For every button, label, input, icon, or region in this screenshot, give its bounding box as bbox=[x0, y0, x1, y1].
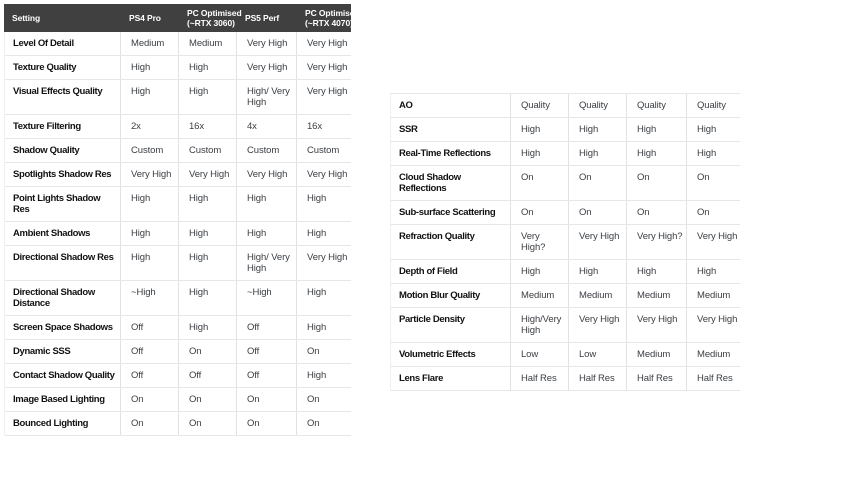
column-header-line1: Setting bbox=[12, 12, 41, 23]
setting-label: Refraction Quality bbox=[399, 231, 475, 242]
setting-value: On bbox=[296, 412, 352, 435]
setting-label: Shadow Quality bbox=[13, 145, 80, 156]
setting-value: Medium bbox=[568, 284, 626, 307]
setting-value: On bbox=[236, 412, 296, 435]
setting-value: On bbox=[510, 201, 568, 224]
setting-value: Custom bbox=[236, 139, 296, 162]
setting-value: On bbox=[686, 201, 741, 224]
setting-label: Texture Quality bbox=[13, 62, 77, 73]
setting-value: On bbox=[626, 201, 686, 224]
setting-value: Very High bbox=[296, 80, 352, 114]
setting-label: Particle Density bbox=[399, 314, 465, 325]
setting-value: Medium bbox=[510, 284, 568, 307]
setting-value: On bbox=[178, 388, 236, 411]
setting-value: High bbox=[686, 260, 741, 283]
setting-label: Ambient Shadows bbox=[13, 228, 91, 239]
setting-value: Very High bbox=[178, 163, 236, 186]
setting-value: 2x bbox=[120, 115, 178, 138]
setting-label: Directional Shadow Res bbox=[13, 252, 114, 263]
table-header bbox=[4, 4, 360, 32]
setting-label: AO bbox=[399, 100, 413, 111]
setting-value: On bbox=[296, 388, 352, 411]
setting-value: High bbox=[178, 56, 236, 79]
setting-value: On bbox=[686, 166, 741, 200]
setting-value: High bbox=[568, 142, 626, 165]
setting-value: High bbox=[120, 222, 178, 245]
table-row bbox=[391, 225, 740, 260]
setting-label: Cloud Shadow Reflections bbox=[399, 172, 461, 194]
setting-label: Bounced Lighting bbox=[13, 418, 89, 429]
setting-label: Screen Space Shadows bbox=[13, 322, 113, 333]
setting-label: Image Based Lighting bbox=[13, 394, 105, 405]
table-row bbox=[5, 80, 351, 115]
setting-value: High bbox=[626, 118, 686, 141]
setting-value: Medium bbox=[626, 284, 686, 307]
setting-value: Medium bbox=[626, 343, 686, 366]
setting-value: On bbox=[510, 166, 568, 200]
setting-value: High bbox=[568, 118, 626, 141]
setting-value: High/Very High bbox=[510, 308, 568, 342]
column-header-ps4-pro bbox=[119, 4, 177, 32]
setting-value: Very High bbox=[296, 32, 352, 55]
setting-value: Very High bbox=[686, 308, 741, 342]
setting-value: High bbox=[510, 118, 568, 141]
setting-value: Off bbox=[120, 340, 178, 363]
setting-value: Very High bbox=[568, 308, 626, 342]
graphics-settings-table-continued bbox=[390, 93, 740, 391]
table-row bbox=[391, 201, 740, 225]
setting-value: Quality bbox=[510, 94, 568, 117]
setting-value: High bbox=[120, 246, 178, 280]
setting-value: High bbox=[296, 222, 352, 245]
setting-value: Quality bbox=[686, 94, 741, 117]
setting-value: High/ Very High bbox=[236, 246, 296, 280]
setting-value: Medium bbox=[686, 343, 741, 366]
setting-value: High bbox=[236, 187, 296, 221]
setting-value: High bbox=[178, 187, 236, 221]
setting-value: On bbox=[568, 201, 626, 224]
setting-value: High/ Very High bbox=[236, 80, 296, 114]
table-row bbox=[5, 32, 351, 56]
column-header-line1: PS5 Perf bbox=[245, 12, 280, 23]
setting-value: Custom bbox=[178, 139, 236, 162]
column-header-line2: (~RTX 4070) bbox=[305, 18, 353, 28]
table-row bbox=[391, 367, 740, 391]
setting-value: Medium bbox=[686, 284, 741, 307]
table-row bbox=[5, 340, 351, 364]
setting-value: Off bbox=[236, 316, 296, 339]
setting-value: High bbox=[178, 316, 236, 339]
setting-value: ~High bbox=[236, 281, 296, 315]
setting-value: High bbox=[510, 142, 568, 165]
table-row bbox=[5, 281, 351, 316]
setting-value: Half Res bbox=[568, 367, 626, 390]
setting-value: High bbox=[686, 142, 741, 165]
setting-value: Very High bbox=[296, 246, 352, 280]
table-body bbox=[390, 93, 740, 391]
setting-value: On bbox=[236, 388, 296, 411]
setting-value: Medium bbox=[178, 32, 236, 55]
setting-value: Off bbox=[236, 364, 296, 387]
column-header-setting bbox=[4, 4, 119, 32]
setting-value: High bbox=[236, 222, 296, 245]
table-row bbox=[391, 118, 740, 142]
setting-value: Very High bbox=[236, 32, 296, 55]
setting-value: Very High? bbox=[510, 225, 568, 259]
setting-label: Depth of Field bbox=[399, 266, 458, 277]
setting-value: On bbox=[120, 388, 178, 411]
table-row bbox=[391, 142, 740, 166]
setting-value: High bbox=[296, 364, 352, 387]
setting-value: Very High bbox=[686, 225, 741, 259]
table-row bbox=[391, 308, 740, 343]
setting-value: High bbox=[296, 316, 352, 339]
table-row bbox=[5, 222, 351, 246]
setting-value: High bbox=[178, 80, 236, 114]
table-row bbox=[5, 412, 351, 436]
setting-value: Low bbox=[568, 343, 626, 366]
table-row bbox=[5, 246, 351, 281]
setting-value: On bbox=[568, 166, 626, 200]
column-header-pc-rtx4070 bbox=[295, 4, 360, 32]
setting-value: High bbox=[120, 187, 178, 221]
setting-label: Point Lights Shadow Res bbox=[13, 193, 101, 215]
setting-label: SSR bbox=[399, 124, 418, 135]
setting-value: Custom bbox=[296, 139, 352, 162]
table-row bbox=[5, 364, 351, 388]
table-row bbox=[5, 139, 351, 163]
setting-label: Real-Time Reflections bbox=[399, 148, 491, 159]
setting-label: Motion Blur Quality bbox=[399, 290, 480, 301]
setting-value: On bbox=[120, 412, 178, 435]
setting-label: Sub-surface Scattering bbox=[399, 207, 496, 218]
setting-label: Visual Effects Quality bbox=[13, 86, 103, 97]
setting-value: ~High bbox=[120, 281, 178, 315]
setting-value: Off bbox=[178, 364, 236, 387]
setting-value: Quality bbox=[626, 94, 686, 117]
table-row bbox=[391, 343, 740, 367]
setting-value: Half Res bbox=[510, 367, 568, 390]
column-header-line1: PC Optimised bbox=[187, 7, 242, 18]
table-row bbox=[5, 187, 351, 222]
setting-value: On bbox=[296, 340, 352, 363]
setting-value: Medium bbox=[120, 32, 178, 55]
setting-value: High bbox=[120, 56, 178, 79]
setting-label: Level Of Detail bbox=[13, 38, 74, 49]
setting-value: High bbox=[178, 222, 236, 245]
table-body bbox=[4, 32, 351, 436]
column-header-pc-rtx3060 bbox=[177, 4, 242, 32]
table-row bbox=[391, 284, 740, 308]
setting-label: Directional Shadow Distance bbox=[13, 287, 95, 309]
setting-value: High bbox=[178, 246, 236, 280]
setting-value: 16x bbox=[296, 115, 352, 138]
setting-value: Very High bbox=[236, 56, 296, 79]
setting-value: 16x bbox=[178, 115, 236, 138]
setting-value: High bbox=[686, 118, 741, 141]
setting-value: Very High bbox=[120, 163, 178, 186]
setting-value: High bbox=[626, 142, 686, 165]
setting-value: On bbox=[178, 412, 236, 435]
setting-value: Half Res bbox=[686, 367, 741, 390]
setting-label: Contact Shadow Quality bbox=[13, 370, 115, 381]
setting-value: High bbox=[510, 260, 568, 283]
table-row bbox=[5, 163, 351, 187]
setting-value: High bbox=[296, 187, 352, 221]
setting-value: Custom bbox=[120, 139, 178, 162]
setting-value: Very High? bbox=[626, 225, 686, 259]
setting-value: High bbox=[568, 260, 626, 283]
setting-value: Half Res bbox=[626, 367, 686, 390]
table-row bbox=[5, 388, 351, 412]
table-row bbox=[5, 56, 351, 80]
setting-value: On bbox=[178, 340, 236, 363]
setting-value: High bbox=[120, 80, 178, 114]
setting-label: Texture Filtering bbox=[13, 121, 81, 132]
column-header-line1: PC Optimised bbox=[305, 7, 360, 18]
setting-label: Spotlights Shadow Res bbox=[13, 169, 112, 180]
table-row bbox=[391, 94, 740, 118]
setting-value: High bbox=[296, 281, 352, 315]
setting-value: Very High bbox=[626, 308, 686, 342]
setting-value: Quality bbox=[568, 94, 626, 117]
setting-value: High bbox=[178, 281, 236, 315]
column-header-line2: (~RTX 3060) bbox=[187, 18, 235, 28]
setting-value: Very High bbox=[296, 163, 352, 186]
setting-label: Dynamic SSS bbox=[13, 346, 71, 357]
table-row bbox=[391, 260, 740, 284]
setting-value: Very High bbox=[568, 225, 626, 259]
setting-value: Off bbox=[120, 364, 178, 387]
setting-value: Low bbox=[510, 343, 568, 366]
table-row bbox=[391, 166, 740, 201]
graphics-settings-table-main bbox=[4, 4, 360, 436]
setting-label: Volumetric Effects bbox=[399, 349, 476, 360]
setting-value: 4x bbox=[236, 115, 296, 138]
table-row bbox=[5, 316, 351, 340]
setting-value: High bbox=[626, 260, 686, 283]
setting-value: Very High bbox=[236, 163, 296, 186]
column-header-line1: PS4 Pro bbox=[129, 12, 161, 23]
setting-value: Off bbox=[236, 340, 296, 363]
setting-value: Very High bbox=[296, 56, 352, 79]
setting-value: Off bbox=[120, 316, 178, 339]
table-row bbox=[5, 115, 351, 139]
setting-label: Lens Flare bbox=[399, 373, 444, 384]
setting-value: On bbox=[626, 166, 686, 200]
column-header-ps5-perf bbox=[235, 4, 295, 32]
